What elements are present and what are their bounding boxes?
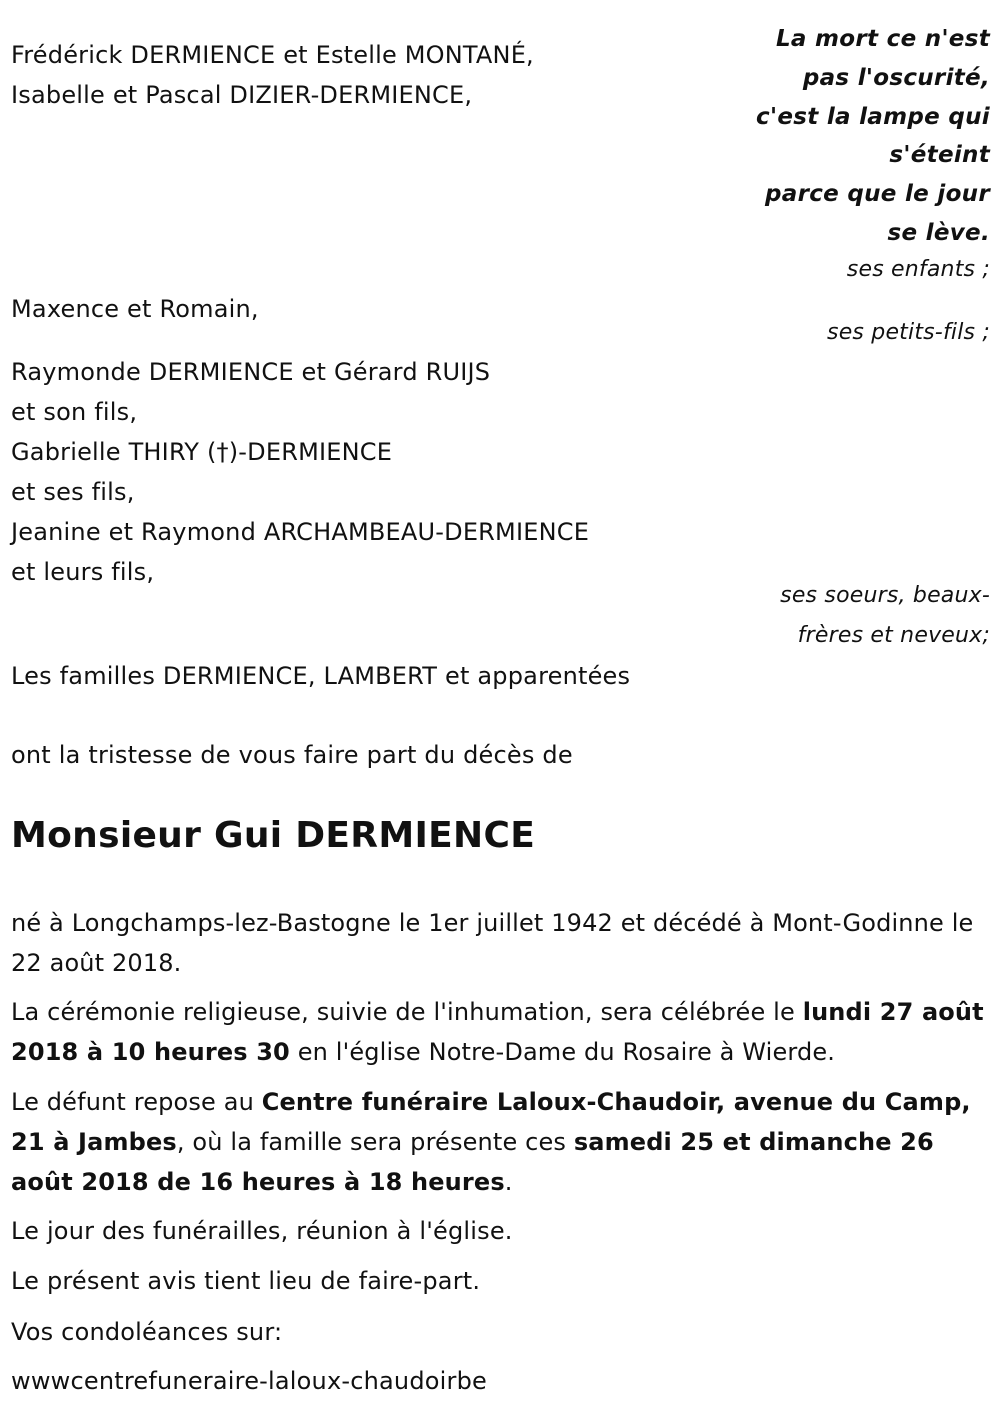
funeral-day-note: Le jour des funérailles, réunion à l'église. [11, 1217, 513, 1245]
family-line: et leurs fils, [11, 558, 155, 586]
condolences-label: Vos condoléances sur: [11, 1318, 283, 1346]
deceased-name: Monsieur Gui DERMIENCE [11, 815, 536, 856]
role-line: frères et neveux; [797, 623, 990, 648]
quote-line: se lève. [887, 219, 990, 246]
grandchildren-role: ses petits-fils ; [827, 320, 990, 345]
family-line: et son fils, [11, 398, 138, 426]
quote-line: pas l'oscurité, [802, 64, 990, 91]
announcement-text: ont la tristesse de vous faire part du décès de [11, 741, 573, 769]
grandchildren-names: Maxence et Romain, [11, 295, 259, 323]
quote-line: La mort ce n'est [775, 26, 990, 52]
family-line: Jeanine et Raymond ARCHAMBEAU-DERMIENCE [11, 518, 590, 546]
repose-paragraph [11, 1082, 986, 1202]
children-role: ses enfants ; [846, 257, 990, 282]
family-line: et ses fils, [11, 478, 135, 506]
repose-text-middle: , où la famille sera présente ces [176, 1128, 574, 1156]
repose-location: Centre funéraire Laloux-Chaudoir, avenue du Camp, 21 à Jambes [11, 1088, 971, 1156]
notice-note: Le présent avis tient lieu de faire-part. [11, 1267, 481, 1295]
quote-line: c'est la lampe qui [756, 103, 990, 130]
family-line: Isabelle et Pascal DIZIER-DERMIENCE, [11, 81, 473, 109]
quote-line: s'éteint [889, 142, 990, 169]
repose-text-end: . [504, 1168, 513, 1196]
ceremony-location: en l'église Notre-Dame du Rosaire à Wierde. [289, 1038, 836, 1066]
condolences-website: wwwcentrefuneraire-laloux-chaudoirbe [11, 1367, 487, 1395]
quote-line: parce que le jour [764, 181, 990, 208]
family-line: Gabrielle THIRY (†)-DERMIENCE [11, 438, 393, 466]
ceremony-datetime: lundi 27 août 2018 à 10 heures 30 [11, 998, 984, 1066]
role-line: ses soeurs, beaux- [780, 583, 990, 608]
repose-text: Le défunt repose au [11, 1088, 262, 1116]
epigraph-quote [756, 20, 990, 253]
visiting-hours: samedi 25 et dimanche 26 août 2018 de 16 heures à 18 heures [11, 1128, 934, 1196]
ceremony-text: La cérémonie religieuse, suivie de l'inhumation, sera célébrée le [11, 998, 803, 1026]
siblings-names [11, 352, 589, 592]
family-line: Raymonde DERMIENCE et Gérard RUIJS [11, 358, 491, 386]
siblings-role [780, 576, 990, 656]
birth-death-paragraph: né à Longchamps-lez-Bastogne le 1er juillet 1942 et décédé à Mont-Godinne le 22 août 2018. [11, 909, 974, 977]
related-families: Les familles DERMIENCE, LAMBERT et apparentées [11, 662, 631, 690]
family-line: Frédérick DERMIENCE et Estelle MONTANÉ, [11, 41, 534, 69]
ceremony-paragraph [11, 992, 986, 1072]
children-names [11, 35, 534, 115]
